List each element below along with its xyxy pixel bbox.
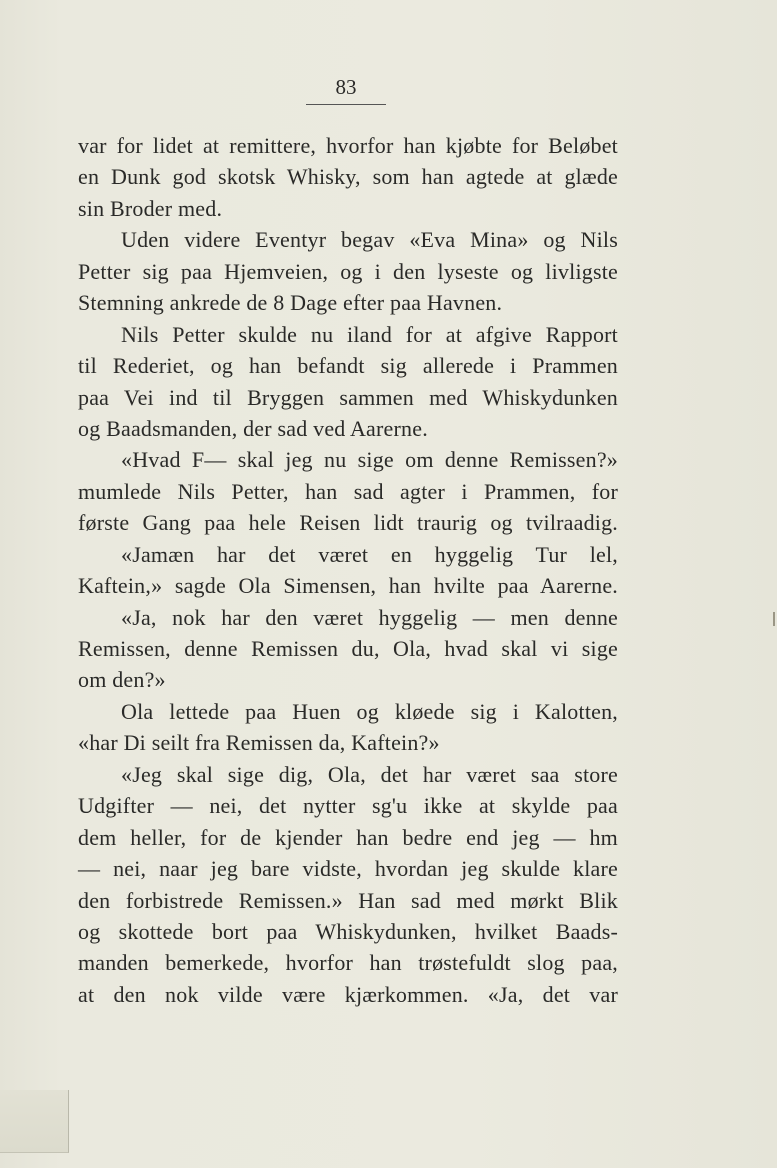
text-line: at den nok vilde være kjærkommen. «Ja, det var [78, 981, 618, 1007]
text-line: «Jeg skal sige dig, Ola, det har været saa store [121, 761, 618, 787]
text-line: paa Vei ind til Bryggen sammen med Whiskydunken [78, 384, 618, 410]
text-line: den forbistrede Remissen.» Han sad med mørkt Blik [78, 887, 618, 913]
text-line: var for lidet at remittere, hvorfor han kjøbte for Beløbet [78, 133, 618, 158]
text-line: første Gang paa hele Reisen lidt traurig og tvilraadig. [78, 510, 618, 536]
text-line: og skottede bort paa Whiskydunken, hvilket Baads- [78, 918, 618, 944]
text-line: til Rederiet, og han befandt sig allerede i Prammen [78, 353, 618, 379]
text-line: «Jamæn har det været en hyggelig Tur lel, [121, 541, 618, 567]
body-text [78, 130, 618, 1010]
text-line: Uden videre Eventyr begav «Eva Mina» og Nils [121, 227, 618, 253]
text-line: dem heller, for de kjender han bedre end jeg — hm [78, 824, 618, 850]
text-line: Kaftein,» sagde Ola Simensen, han hvilte paa Aarerne. [78, 573, 618, 599]
text-line: — nei, naar jeg bare vidste, hvordan jeg skulde klare [78, 856, 618, 882]
page-header [306, 74, 386, 105]
text-line: «Ja, nok har den været hyggelig — men denne [121, 604, 618, 630]
text-line: Petter sig paa Hjemveien, og i den lyseste og livligste [78, 258, 618, 284]
text-line: «har Di seilt fra Remissen da, Kaftein?» [78, 730, 440, 756]
text-line: «Hvad F— skal jeg nu sige om denne Remissen?» [121, 447, 618, 473]
text-line: Ola lettede paa Huen og kløede sig i Kalotten, [121, 698, 618, 724]
text-line: sin Broder med. [78, 195, 223, 221]
text-line: mumlede Nils Petter, han sad agter i Prammen, for [78, 478, 618, 504]
scan-edge-mark [773, 612, 775, 626]
text-line: Udgifter — nei, det nytter sg'u ikke at skylde paa [78, 793, 618, 819]
scan-corner-mark [0, 1090, 69, 1153]
text-line: om den?» [78, 667, 166, 693]
text-line: Nils Petter skulde nu iland for at afgive Rapport [121, 321, 618, 347]
header-rule [306, 104, 386, 105]
text-line: manden bemerkede, hvorfor han trøstefuldt slog paa, [78, 950, 618, 976]
text-line: en Dunk god skotsk Whisky, som han agtede at glæde [78, 164, 618, 190]
text-line: Remissen, denne Remissen du, Ola, hvad skal vi sige [78, 636, 618, 661]
text-line: og Baadsmanden, der sad ved Aarerne. [78, 415, 428, 441]
text-line: Stemning ankrede de 8 Dage efter paa Havnen. [78, 290, 503, 316]
page-number: 83 [335, 75, 357, 99]
